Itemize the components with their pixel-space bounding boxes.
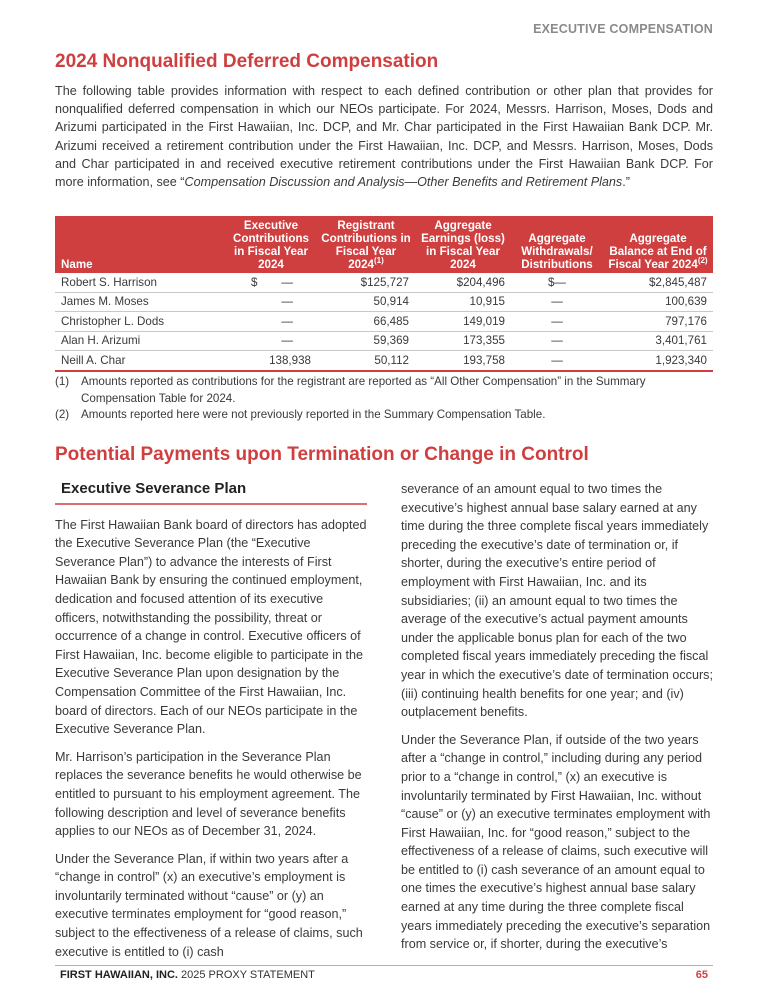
footer-publication — [60, 969, 315, 981]
paragraph: The First Hawaiian Bank board of directors has adopted the Executive Severance Plan (the “Executive Severance Plan”) to advance the interests of First Hawaiian Bank by ensuring the continued employment, dedication and focused attention of its executive officers, notwithstanding the possibility, threat or occurrence of a change in control. Executive officers of First Hawaiian, Inc. become eligible to participate in the Executive Severance Plan upon designation by the Compensation Committee of the First Hawaiian, Inc. board of directors. Each of our NEOs participate in the Executive Severance Plan. — [55, 517, 367, 737]
cell-executive-contributions: — — [225, 331, 317, 351]
deferred-compensation-table — [55, 216, 713, 372]
cell-executive-contributions: — — [225, 312, 317, 332]
intro-text: The following table provides information with respect to each defined contribution or other plan that provides for nonqualified deferred compensation in which our NEOs participate. For 2024, Messrs. Harrison, Moses, Dods and Arizumi participated in the First Hawaiian, Inc. DCP, and Mr. Char participated in the First Hawaiian Bank DCP. Mr. Arizumi received a retirement contribution under the First Hawaiian, Inc. DCP, and Messrs. Harrison, Moses, Dods and Char participated in and received executive retirement contributions under the First Hawaiian Bank DCP. For more information, see “ — [55, 84, 713, 190]
column-header: Executive Contributions in Fiscal Year 2024 — [225, 216, 317, 273]
paragraph: Mr. Harrison’s participation in the Severance Plan replaces the severance benefits he would otherwise be entitled to pursuant to his employment agreement. The following description and level of severance benefits applies to our NEOs as of December 31, 2024. — [55, 749, 362, 839]
table-row — [55, 351, 713, 371]
table-row — [55, 273, 713, 292]
cell-withdrawals: — — [511, 312, 603, 332]
cell-aggregate-earnings: $204,496 — [415, 273, 511, 292]
paragraph: Under the Severance Plan, if outside of the two years after a “change in control,” including during any period prior to a “change in control,” (x) an executive is involuntarily terminated by First Hawaiian, Inc. without “cause” or (y) an executive terminates employment with First Hawaiian, Inc. for “good reason,” subject to the effectiveness of a release of claims, such executive will be entitled to (i) cash severance of an amount equal to one times the executive’s highest annual base salary earned at any time during the three complete fiscal years immediately preceding the executive’s separation from service or, if shorter, during the executive’s — [401, 732, 711, 952]
column-header: Name — [55, 216, 225, 273]
cell-aggregate-balance: 3,401,761 — [603, 331, 713, 351]
intro-end: .” — [622, 175, 630, 190]
footer-divider — [55, 965, 713, 966]
cell-name: James M. Moses — [55, 292, 225, 312]
cell-name: Robert S. Harrison — [55, 273, 225, 292]
right-column — [401, 480, 714, 963]
footnote-1: (1) Amounts reported as contributions for the registrant are reported as “All Other Compensation” in the Summary Compensation Table for 2024. — [55, 375, 646, 405]
cell-aggregate-balance: 100,639 — [603, 292, 713, 312]
column-header: Registrant Contributions in Fiscal Year 2024$^{(1)}$ — [317, 216, 415, 273]
cell-withdrawals: — — [511, 292, 603, 312]
cell-name: Neill A. Char — [55, 351, 225, 371]
footnote-ref: (1) — [374, 256, 384, 266]
table-row — [55, 312, 713, 332]
column-header: Aggregate Balance at End of Fiscal Year 2024$^{(2)}$ — [603, 216, 713, 273]
cell-aggregate-earnings: 10,915 — [415, 292, 511, 312]
footer-company: FIRST HAWAIIAN, INC. — [60, 969, 178, 981]
running-head: EXECUTIVE COMPENSATION — [533, 22, 713, 36]
cell-aggregate-earnings: 149,019 — [415, 312, 511, 332]
table-header-row — [55, 216, 713, 273]
cell-registrant-contributions: 50,112 — [317, 351, 415, 371]
footnote-ref: (2) — [697, 256, 708, 266]
cell-registrant-contributions: $125,727 — [317, 273, 415, 292]
cell-executive-contributions: 138,938 — [225, 351, 317, 371]
cell-withdrawals: — — [511, 331, 603, 351]
paragraph: Under the Severance Plan, if within two years after a “change in control” (x) an executive’s employment is involuntarily terminated without “cause” or (y) an executive terminates employment for “good reason,” subject to the effectiveness of a release of claims, such executive is entitled to (i) cash — [55, 851, 363, 959]
cell-withdrawals: — — [511, 351, 603, 371]
cell-aggregate-balance: 797,176 — [603, 312, 713, 332]
table-row — [55, 331, 713, 351]
cell-name: Christopher L. Dods — [55, 312, 225, 332]
cell-registrant-contributions: 59,369 — [317, 331, 415, 351]
section-title-deferred-compensation: 2024 Nonqualified Deferred Compensation — [55, 51, 439, 72]
cell-executive-contributions: — — [225, 292, 317, 312]
page-number: 65 — [695, 969, 708, 981]
subheading-severance-plan: Executive Severance Plan — [55, 478, 367, 505]
paragraph: severance of an amount equal to two times the executive’s highest annual base salary earned at any time during the three complete fiscal years immediately preceding the executive’s date of termination or, if shorter, during the executive’s entire period of employment with First Hawaiian, Inc. and its subsidiaries; (ii) an amount equal to two times the average of the executive’s actual payment amounts under the applicable bonus plan for each of the two completed fiscal years immediately preceding the fiscal year in which the executive’s date of termination occurs; (iii) continuing health benefits for one year; and (iv) outplacement benefits. — [401, 482, 713, 720]
column-header: Aggregate Earnings (loss) in Fiscal Year 2024 — [415, 216, 511, 273]
table-row — [55, 292, 713, 312]
column-header: Aggregate Withdrawals/ Distributions — [511, 216, 603, 273]
cell-name: Alan H. Arizumi — [55, 331, 225, 351]
cell-withdrawals: $— — [511, 273, 603, 292]
intro-paragraph — [55, 82, 713, 191]
section-title-termination-payments: Potential Payments upon Termination or Change in Control — [55, 444, 589, 465]
cell-aggregate-earnings: 193,758 — [415, 351, 511, 371]
left-column — [55, 478, 367, 970]
intro-reference: Compensation Discussion and Analysis—Other Benefits and Retirement Plans — [184, 175, 623, 190]
cell-aggregate-balance: $2,845,487 — [603, 273, 713, 292]
cell-registrant-contributions: 50,914 — [317, 292, 415, 312]
cell-aggregate-balance: 1,923,340 — [603, 351, 713, 371]
footer-document: 2025 PROXY STATEMENT — [177, 969, 315, 981]
cell-registrant-contributions: 66,485 — [317, 312, 415, 332]
cell-aggregate-earnings: 173,355 — [415, 331, 511, 351]
cell-executive-contributions: $ — — [225, 273, 317, 292]
footnote-2: (2) Amounts reported here were not previously reported in the Summary Compensation Table. — [55, 408, 546, 421]
